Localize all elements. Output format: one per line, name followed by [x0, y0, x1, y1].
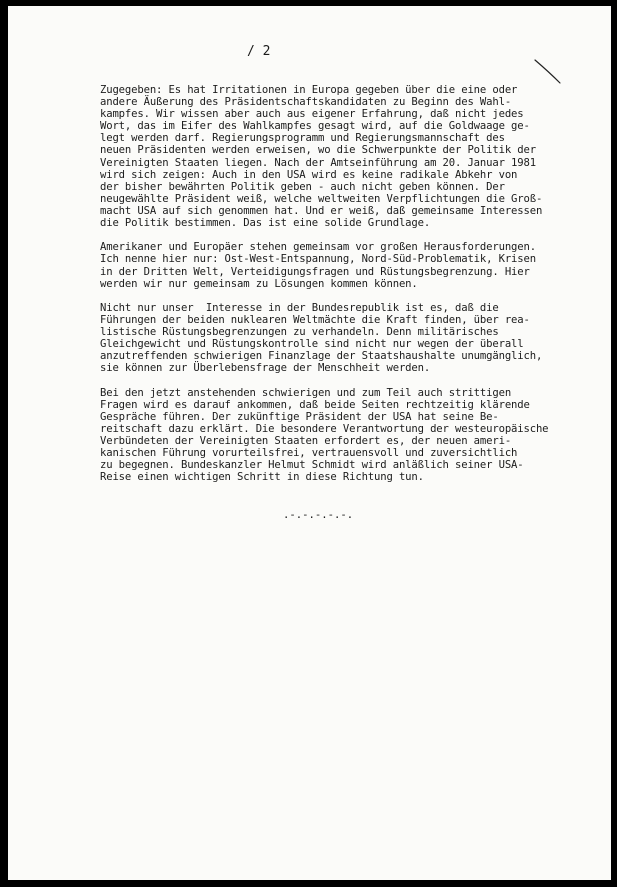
text-line: wird sich zeigen: Auch in den USA wird es keine radikale Abkehr von: [100, 168, 518, 181]
pen-stroke-mark: [534, 58, 562, 84]
text-line: zu begegnen. Bundeskanzler Helmut Schmidt wird anläßlich seiner USA-: [100, 459, 524, 472]
text-line: Reise einen wichtigen Schritt in diese Richtung tun.: [100, 471, 424, 484]
paragraph-4: [100, 387, 611, 484]
text-line: sie können zur Überlebensfrage der Menschheit werden.: [100, 362, 431, 375]
text-line: kampfes. Wir wissen aber auch aus eigener Erfahrung, daß nicht jedes: [100, 108, 524, 121]
text-line: der bisher bewährten Politik geben - auch nicht geben können. Der: [100, 180, 505, 193]
text-line: Fragen wird es darauf ankommen, daß beide Seiten rechtzeitig klärende: [100, 398, 530, 411]
text-line: neuen Präsidenten werden erweisen, wo die Schwerpunkte der Politik der: [100, 144, 536, 157]
text-line: Amerikaner und Europäer stehen gemeinsam vor großen Herausforderungen.: [100, 241, 536, 254]
letter-body: [100, 84, 611, 496]
text-line: Bei den jetzt anstehenden schwierigen und zum Teil auch strittigen: [100, 386, 512, 399]
text-line: Vereinigten Staaten liegen. Nach der Amtseinführung am 20. Januar 1981: [100, 156, 536, 169]
text-line: reitschaft dazu erklärt. Die besondere Verantwortung der westeuropäische: [100, 422, 549, 435]
text-line: Gleichgewicht und Rüstungskontrolle sind nicht nur wegen der überall: [100, 338, 524, 351]
text-line: kanischen Führung vorurteilsfrei, vertrauensvoll und zuversichtlich: [100, 447, 518, 460]
text-line: Wort, das im Eifer des Wahlkampfes gesagt wird, auf die Goldwaage ge-: [100, 120, 530, 133]
text-line: die Politik bestimmen. Das ist eine solide Grundlage.: [100, 217, 431, 230]
text-line: in der Dritten Welt, Verteidigungsfragen und Rüstungsbegrenzung. Hier: [100, 265, 530, 278]
paragraph-2: [100, 241, 611, 289]
text-line: macht USA auf sich genommen hat. Und er weiß, daß gemeinsame Interessen: [100, 204, 543, 217]
text-line: Verbündeten der Vereinigten Staaten erfordert es, der neuen ameri-: [100, 435, 512, 447]
paragraph-1: [100, 84, 611, 229]
text-line: anzutreffenden schwierigen Finanzlage der Staatshaushalte unumgänglich,: [100, 350, 543, 363]
text-line: legt werden darf. Regierungsprogramm und Regierungsmannschaft des: [100, 132, 505, 145]
text-line: Zugegeben: Es hat Irritationen in Europa gegeben über die eine oder: [100, 84, 518, 96]
text-line: neugewählte Präsident weiß, welche weltweiten Verpflichtungen die Groß-: [100, 192, 543, 205]
text-line: werden wir nur gemeinsam zu Lösungen kommen können.: [100, 277, 418, 290]
page-number: / 2: [247, 44, 271, 59]
text-line: Nicht nur unser Interesse in der Bundesrepublik ist es, daß die: [100, 301, 499, 314]
paragraph-3: [100, 302, 611, 375]
document-page: [8, 6, 611, 880]
text-line: andere Äußerung des Präsidentschaftskandidaten zu Beginn des Wahl-: [100, 96, 512, 109]
text-line: Ich nenne hier nur: Ost-West-Entspannung, Nord-Süd-Problematik, Krisen: [100, 253, 536, 266]
text-line: listische Rüstungsbegrenzungen zu verhandeln. Denn militärisches: [100, 326, 499, 339]
end-marker: .-.-.-.-.-.: [283, 509, 354, 521]
text-line: Gespräche führen. Der zukünftige Präsident der USA hat seine Be-: [100, 410, 499, 423]
text-line: Führungen der beiden nuklearen Weltmächte die Kraft finden, über rea-: [100, 313, 530, 326]
